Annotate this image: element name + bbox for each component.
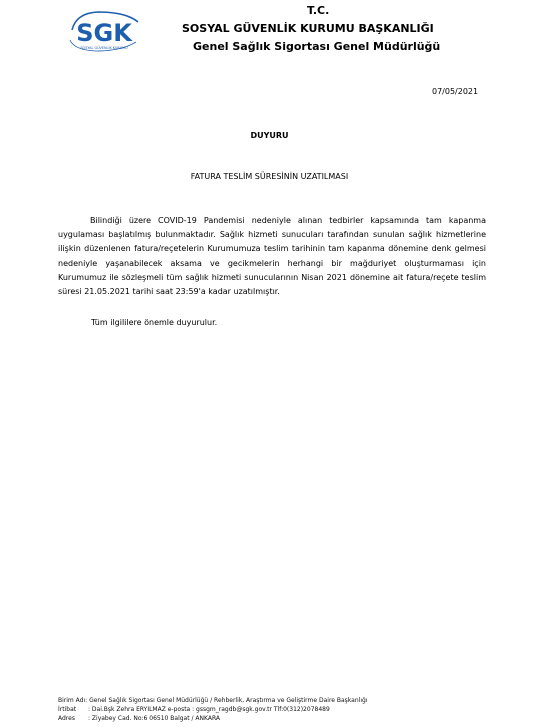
- footer-unit: [58, 696, 367, 705]
- header-institution: SOSYAL GÜVENLİK KURUMU BAŞKANLIĞI: [182, 22, 434, 35]
- footer-contact-value: : Dai.Bşk Zehra ERYILMAZ e-posta : gssgm_ragdb@sgk.gov.tr Tlf:0(312)2078489: [88, 706, 330, 713]
- logo-subtext: SOSYAL GÜVENLİK KURUMU: [80, 46, 128, 50]
- footer-contact-label: İrtibat: [58, 706, 77, 713]
- document-subject: FATURA TESLİM SÜRESİNİN UZATILMASI: [190, 172, 349, 181]
- footer-unit-value: Genel Sağlık Sigortası Genel Müdürlüğü / Rehberlik, Araştırma ve Geliştirme Daire Başkanlığı: [89, 697, 368, 704]
- footer-address-label: Adres: [58, 715, 75, 722]
- body-paragraph: Bilindiği üzere COVID-19 Pandemisi nedeniyle alınan tedbirler kapsamında tam kapanma uygulaması başlatılmış bulunmaktadır. Sağlık hizmeti sunucuları tarafından sunulan sağlık hizmetlerine ilişkin düzenlenen fatura/reçetelerin Kurumumuza teslim tarihinin tam kapanma dönemine denk gelmesi nedeniyle yaşanabilecek aksama ve gecikmelerin herhangi bir mağduriyet oluşturmaması için Kurumumuz ile sözleşmeli tüm sağlık hizmeti sunucularının Nisan 2021 dönemine ait fatura/reçete teslim süresi 21.05.2021 tarihi saat 23:59'a kadar uzatılmıştır.: [58, 216, 486, 297]
- sgk-logo: [66, 10, 142, 56]
- footer: [58, 696, 367, 723]
- document-title: DUYURU: [250, 131, 289, 140]
- document-date: 07/05/2021: [432, 87, 479, 96]
- footer-contact: [58, 705, 367, 714]
- header-country: T.C.: [307, 4, 330, 17]
- closing-line: Tüm ilgililere önemle duyurulur.: [91, 318, 218, 327]
- footer-address: [58, 714, 367, 723]
- header-directorate: Genel Sağlık Sigortası Genel Müdürlüğü: [193, 40, 441, 53]
- footer-unit-label: Birim Adı:: [58, 697, 88, 704]
- logo-text: SGK: [76, 19, 132, 47]
- footer-address-value: : Ziyabey Cad. No:6 06510 Balgat / ANKARA: [88, 715, 220, 722]
